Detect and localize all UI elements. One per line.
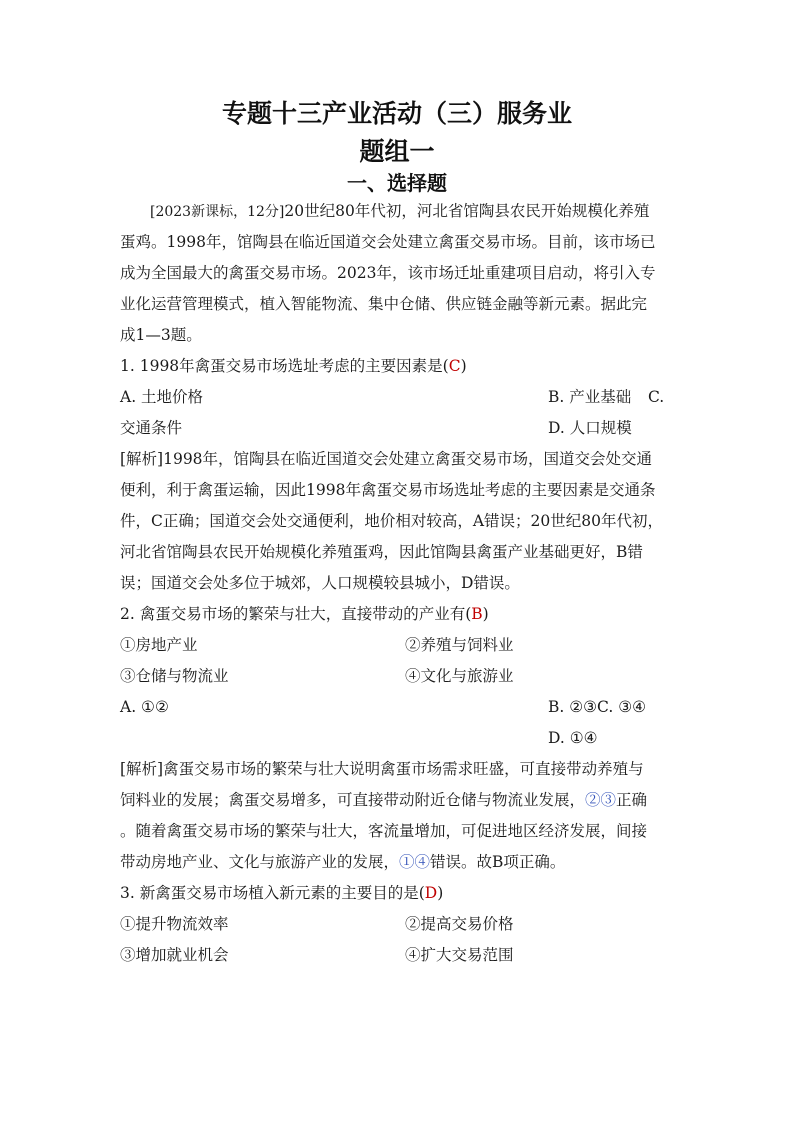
passage-line-1 — [150, 201, 649, 222]
question-3-item-3: ③增加就业机会 — [120, 946, 229, 964]
question-2-item-1: ①房地产业 — [120, 636, 198, 654]
page-title: 专题十三产业活动（三）服务业 — [221, 99, 572, 128]
passage-line-2: 蛋鸡。1998年，馆陶县在临近国道交会处建立禽蛋交易市场。目前，该市场已 — [120, 233, 656, 251]
question-1-stem: 1. 1998年禽蛋交易市场选址考虑的主要因素是(C) — [120, 357, 467, 375]
question-1-option-c-label: C. — [648, 388, 665, 406]
passage-text: 20世纪80年代初，河北省馆陶县农民开始规模化养殖 — [284, 202, 650, 220]
question-1-analysis-4: 河北省馆陶县农民开始规模化养殖蛋鸡，因此馆陶县禽蛋产业基础更好，B错 — [120, 543, 643, 561]
question-2-analysis-2: 饲料业的发展；禽蛋交易增多，可直接带动附近仓储与物流业发展，②③正确 — [120, 791, 648, 809]
question-3-stem: 3. 新禽蛋交易市场植入新元素的主要目的是(D) — [120, 884, 444, 902]
question-1-analysis-5: 误；国道交会处多位于城郊，人口规模较县城小，D错误。 — [120, 574, 520, 592]
question-2-analysis-1: [解析]禽蛋交易市场的繁荣与壮大说明禽蛋市场需求旺盛，可直接带动养殖与 — [120, 760, 644, 778]
question-1-option-b: B. 产业基础 — [548, 388, 632, 406]
question-3-item-4: ④扩大交易范围 — [405, 946, 514, 964]
question-2-stem: 2. 禽蛋交易市场的繁荣与壮大，直接带动的产业有(B) — [120, 605, 489, 623]
section-heading: 一、选择题 — [347, 171, 447, 195]
question-1-answer: C — [448, 357, 461, 375]
question-2-answer: B — [471, 605, 483, 623]
question-3-answer: D — [424, 884, 438, 902]
question-2-item-2: ②养殖与饲料业 — [405, 636, 514, 654]
question-2-item-3: ③仓储与物流业 — [120, 667, 229, 685]
question-1-analysis-3: 件，C正确；国道交会处交通便利，地价相对较高，A错误；20世纪80年代初， — [120, 512, 664, 530]
question-1-analysis-2: 便利，利于禽蛋运输，因此1998年禽蛋交易市场选址考虑的主要因素是交通条 — [120, 481, 656, 499]
question-2-option-bc: B. ②③C. ③④ — [548, 698, 646, 716]
question-1-option-d: D. 人口规模 — [548, 419, 632, 437]
question-2-option-a: A. ①② — [120, 698, 169, 716]
question-3-item-1: ①提升物流效率 — [120, 915, 229, 933]
question-1-option-c-text: 交通条件 — [120, 419, 183, 437]
highlight-numbers: ①④ — [399, 853, 431, 871]
question-3-item-2: ②提高交易价格 — [405, 915, 514, 933]
passage-line-5: 成1—3题。 — [120, 326, 202, 344]
question-2-analysis-3: 。随着禽蛋交易市场的繁荣与壮大，客流量增加，可促进地区经济发展，间接 — [120, 822, 648, 840]
page-subtitle: 题组一 — [359, 137, 435, 166]
question-1-analysis-1: [解析]1998年，馆陶县在临近国道交会处建立禽蛋交易市场，国道交会处交通 — [120, 450, 653, 468]
question-2-option-d: D. ①④ — [548, 729, 598, 747]
highlight-numbers: ②③ — [585, 791, 617, 809]
passage-line-3: 成为全国最大的禽蛋交易市场。2023年，该市场迁址重建项目启动，将引入专 — [120, 264, 656, 282]
passage-source: [2023新课标，12分] — [150, 204, 285, 220]
question-2-item-4: ④文化与旅游业 — [405, 667, 514, 685]
passage-line-4: 业化运营管理模式，植入智能物流、集中仓储、供应链金融等新元素。据此完 — [120, 295, 648, 313]
question-2-analysis-4: 带动房地产业、文化与旅游产业的发展，①④错误。故B项正确。 — [120, 853, 566, 871]
question-1-option-a: A. 土地价格 — [120, 388, 204, 406]
